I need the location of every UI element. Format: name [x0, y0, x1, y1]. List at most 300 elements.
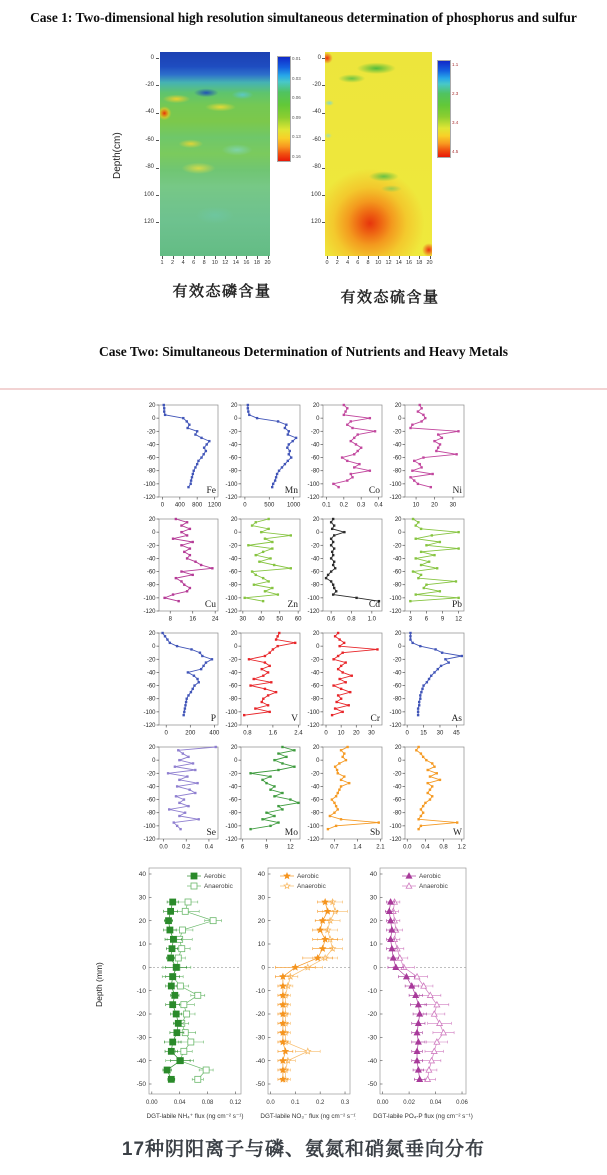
- svg-text:Cr: Cr: [370, 714, 380, 724]
- axis-tick-label: -20: [312, 81, 321, 88]
- svg-text:12: 12: [455, 616, 462, 623]
- svg-text:-20: -20: [228, 543, 238, 550]
- svg-text:-40: -40: [146, 784, 156, 791]
- svg-text:10: 10: [138, 941, 146, 949]
- svg-text:20: 20: [431, 502, 438, 509]
- svg-text:0: 0: [142, 964, 146, 972]
- svg-text:-60: -60: [310, 455, 320, 462]
- profile-panel-cd: [303, 514, 385, 628]
- svg-text:P: P: [210, 714, 216, 724]
- svg-text:60: 60: [294, 616, 302, 623]
- axis-tick-label: 3.4: [452, 120, 459, 125]
- svg-text:20: 20: [148, 403, 156, 409]
- svg-text:Aerobic: Aerobic: [419, 873, 441, 881]
- svg-text:-120: -120: [143, 609, 156, 615]
- svg-text:-30: -30: [136, 1034, 146, 1042]
- svg-text:-60: -60: [146, 569, 156, 576]
- svg-text:0: 0: [373, 964, 377, 972]
- svg-text:12: 12: [287, 844, 294, 851]
- axis-tick-label: -80: [145, 164, 154, 171]
- flux-plot-3: [352, 866, 474, 1137]
- svg-text:-100: -100: [143, 709, 156, 716]
- svg-text:DGT-labile NO₃⁻ flux (ng cm⁻²: DGT-labile NO₃⁻ flux (ng cm⁻² s⁻¹): [260, 1113, 356, 1120]
- axis-tick-label: 0.06: [292, 95, 301, 101]
- svg-text:0.04: 0.04: [173, 1100, 186, 1106]
- svg-text:9: 9: [264, 844, 269, 851]
- svg-text:20: 20: [312, 631, 320, 637]
- svg-text:-100: -100: [389, 709, 402, 716]
- svg-text:1200: 1200: [207, 502, 221, 509]
- svg-text:24: 24: [211, 616, 219, 623]
- svg-text:0: 0: [398, 416, 402, 423]
- svg-text:-60: -60: [310, 797, 320, 804]
- svg-text:-20: -20: [310, 543, 320, 550]
- svg-text:1.6: 1.6: [268, 730, 278, 737]
- svg-text:-80: -80: [146, 810, 156, 817]
- axis-tick-label: 14: [395, 260, 402, 266]
- svg-text:-20: -20: [228, 771, 238, 778]
- svg-text:30: 30: [368, 730, 375, 737]
- svg-text:0.0: 0.0: [266, 1100, 275, 1106]
- svg-text:40: 40: [138, 871, 146, 879]
- svg-text:0.1: 0.1: [322, 502, 331, 509]
- svg-text:0: 0: [398, 530, 402, 537]
- profile-panel-mn: [221, 400, 303, 514]
- svg-text:20: 20: [394, 517, 402, 523]
- svg-text:-20: -20: [228, 657, 238, 664]
- svg-text:3: 3: [408, 616, 413, 623]
- svg-text:Fe: Fe: [206, 486, 216, 496]
- svg-text:0.8: 0.8: [439, 844, 448, 851]
- svg-text:0: 0: [261, 964, 265, 972]
- svg-text:-10: -10: [255, 987, 265, 995]
- svg-text:-80: -80: [392, 696, 402, 703]
- axis-tick-label: 1.1: [452, 62, 459, 67]
- axis-tick-label: 0: [325, 260, 329, 266]
- svg-text:30: 30: [138, 894, 146, 902]
- svg-text:-100: -100: [143, 481, 156, 488]
- axis-tick-label: 100: [143, 191, 154, 198]
- svg-text:20: 20: [257, 917, 265, 925]
- svg-text:-120: -120: [143, 723, 156, 729]
- svg-text:1000: 1000: [286, 502, 301, 509]
- axis-tick-label: -40: [145, 109, 154, 116]
- svg-text:-40: -40: [310, 442, 320, 449]
- svg-text:Cu: Cu: [204, 600, 216, 610]
- svg-text:-80: -80: [228, 810, 238, 817]
- profile-panel-pb: [385, 514, 467, 628]
- svg-text:-60: -60: [228, 569, 238, 576]
- svg-text:0.00: 0.00: [145, 1100, 158, 1106]
- svg-text:0: 0: [243, 502, 247, 509]
- svg-text:-30: -30: [367, 1034, 377, 1042]
- svg-text:-120: -120: [307, 837, 320, 843]
- svg-text:Pb: Pb: [451, 600, 462, 610]
- svg-text:20: 20: [230, 745, 238, 751]
- svg-text:45: 45: [453, 730, 460, 737]
- svg-text:-120: -120: [307, 495, 320, 501]
- svg-text:0: 0: [234, 758, 238, 765]
- svg-text:-60: -60: [146, 683, 156, 690]
- case2-title: Case Two: Simultaneous Determination of Nutrients and Heavy Metals: [99, 344, 508, 359]
- svg-text:20: 20: [138, 917, 146, 925]
- svg-text:-120: -120: [389, 609, 402, 615]
- axis-tick-label: -80: [312, 164, 321, 171]
- flux-plot-1: [115, 866, 247, 1137]
- axis-tick-label: 2.3: [452, 91, 459, 96]
- profile-panel-p: [139, 628, 221, 742]
- svg-text:Anaerobic: Anaerobic: [297, 883, 326, 891]
- axis-tick-label: 10: [211, 260, 218, 266]
- svg-text:10: 10: [412, 502, 420, 509]
- svg-text:40: 40: [369, 871, 377, 879]
- svg-text:-50: -50: [136, 1081, 146, 1089]
- axis-tick-label: 6: [192, 260, 196, 266]
- svg-text:20: 20: [394, 745, 402, 751]
- svg-text:0.0: 0.0: [159, 844, 168, 851]
- svg-text:0: 0: [324, 730, 328, 737]
- axis-tick-label: -60: [312, 136, 321, 143]
- svg-text:0.2: 0.2: [316, 1100, 325, 1106]
- svg-text:-40: -40: [255, 1057, 265, 1065]
- axis-tick-label: 12: [222, 260, 229, 266]
- svg-text:-120: -120: [225, 837, 238, 843]
- svg-text:-20: -20: [392, 543, 402, 550]
- axis-tick-label: 10: [375, 260, 382, 266]
- svg-text:20: 20: [230, 517, 238, 523]
- svg-text:-40: -40: [228, 784, 238, 791]
- svg-text:-120: -120: [225, 723, 238, 729]
- svg-text:1.4: 1.4: [353, 844, 362, 851]
- profile-panel-ni: [385, 400, 467, 514]
- svg-text:Zn: Zn: [287, 600, 298, 610]
- svg-text:20: 20: [148, 517, 156, 523]
- axis-tick-label: 16: [243, 260, 250, 266]
- svg-text:0.0: 0.0: [403, 844, 412, 851]
- svg-text:6: 6: [240, 844, 245, 851]
- svg-text:-40: -40: [392, 442, 402, 449]
- svg-text:0.8: 0.8: [243, 730, 252, 737]
- axis-tick-label: 18: [253, 260, 260, 266]
- axis-tick-label: 0: [150, 54, 154, 61]
- svg-text:-80: -80: [392, 582, 402, 589]
- svg-text:20: 20: [394, 631, 402, 637]
- svg-text:As: As: [451, 714, 462, 724]
- svg-text:-120: -120: [143, 837, 156, 843]
- svg-text:-80: -80: [146, 468, 156, 475]
- svg-text:Aerobic: Aerobic: [297, 873, 319, 881]
- svg-text:0: 0: [160, 502, 165, 509]
- svg-text:-10: -10: [367, 987, 377, 995]
- svg-text:-40: -40: [146, 442, 156, 449]
- svg-text:-60: -60: [392, 569, 402, 576]
- svg-text:Anaerobic: Anaerobic: [204, 883, 233, 891]
- svg-text:1.0: 1.0: [367, 616, 376, 623]
- sulfur-heatmap: [325, 52, 432, 256]
- svg-text:Cd: Cd: [368, 600, 380, 610]
- svg-text:-20: -20: [146, 657, 156, 664]
- svg-text:-80: -80: [228, 582, 238, 589]
- svg-text:0: 0: [152, 530, 156, 537]
- svg-text:Anaerobic: Anaerobic: [419, 883, 448, 891]
- profile-panel-mo: [221, 742, 303, 856]
- svg-text:-100: -100: [389, 823, 402, 830]
- axis-tick-label: 6: [356, 260, 360, 266]
- svg-text:-120: -120: [307, 723, 320, 729]
- axis-tick-label: 120: [310, 218, 321, 225]
- svg-text:20: 20: [369, 917, 377, 925]
- svg-text:1.2: 1.2: [457, 844, 466, 851]
- svg-text:-20: -20: [228, 429, 238, 436]
- svg-text:-20: -20: [310, 429, 320, 436]
- bottom-caption: 17种阴阳离子与磷、氨氮和硝氮垂向分布: [121, 1139, 486, 1160]
- axis-tick-label: 1: [160, 260, 164, 266]
- svg-text:2.1: 2.1: [376, 844, 385, 851]
- axis-tick-label: 4.5: [452, 149, 459, 154]
- axis-tick-label: 20: [426, 260, 433, 266]
- phosphorus-caption: 有效态磷含量: [172, 283, 272, 300]
- axis-tick-label: 120: [143, 218, 154, 225]
- svg-text:-80: -80: [310, 810, 320, 817]
- svg-text:-100: -100: [307, 481, 320, 488]
- svg-text:-20: -20: [146, 771, 156, 778]
- svg-text:0: 0: [152, 416, 156, 423]
- svg-text:-80: -80: [228, 696, 238, 703]
- svg-text:0.4: 0.4: [204, 844, 214, 851]
- svg-text:-20: -20: [255, 1011, 265, 1019]
- svg-text:0.7: 0.7: [330, 844, 339, 851]
- svg-text:0: 0: [164, 730, 168, 737]
- svg-text:-100: -100: [389, 595, 402, 602]
- svg-text:40: 40: [257, 616, 265, 623]
- svg-text:-40: -40: [310, 784, 320, 791]
- svg-text:Co: Co: [368, 486, 380, 496]
- axis-tick-label: 12: [385, 260, 392, 266]
- svg-text:-100: -100: [143, 823, 156, 830]
- svg-text:10: 10: [337, 730, 345, 737]
- svg-text:-80: -80: [310, 582, 320, 589]
- svg-text:-100: -100: [225, 709, 238, 716]
- axis-tick-label: 16: [405, 260, 413, 266]
- svg-text:20: 20: [312, 745, 320, 751]
- axis-tick-label: 2: [171, 260, 175, 266]
- svg-text:8: 8: [168, 616, 172, 623]
- svg-text:0: 0: [234, 416, 238, 423]
- svg-text:-100: -100: [225, 823, 238, 830]
- svg-text:0.3: 0.3: [357, 502, 366, 509]
- svg-text:-100: -100: [225, 481, 238, 488]
- svg-text:0: 0: [398, 644, 402, 651]
- svg-text:-40: -40: [367, 1057, 377, 1065]
- svg-text:-40: -40: [136, 1057, 146, 1065]
- svg-text:10: 10: [369, 941, 377, 949]
- svg-text:0.3: 0.3: [340, 1100, 350, 1106]
- sulfur-caption: 有效态硫含量: [340, 289, 440, 306]
- svg-text:9: 9: [440, 616, 445, 623]
- axis-tick-label: 8: [366, 260, 370, 266]
- profile-panel-sb: [303, 742, 385, 856]
- axis-tick-label: 20: [264, 260, 271, 266]
- svg-text:Aerobic: Aerobic: [204, 873, 226, 881]
- svg-text:-120: -120: [143, 495, 156, 501]
- svg-text:0.6: 0.6: [326, 616, 336, 623]
- profile-panel-cu: [139, 514, 221, 628]
- svg-text:0.2: 0.2: [339, 502, 348, 509]
- svg-text:Mo: Mo: [284, 828, 298, 838]
- svg-text:800: 800: [192, 502, 203, 509]
- axis-tick-label: 18: [416, 260, 423, 266]
- svg-text:0: 0: [152, 758, 156, 765]
- svg-text:0: 0: [234, 530, 238, 537]
- svg-text:15: 15: [420, 730, 427, 737]
- svg-text:20: 20: [312, 403, 320, 409]
- svg-text:0.08: 0.08: [201, 1100, 214, 1106]
- svg-text:500: 500: [264, 502, 275, 509]
- svg-text:-120: -120: [389, 837, 402, 843]
- svg-text:-40: -40: [228, 442, 238, 449]
- svg-text:Mn: Mn: [284, 486, 298, 496]
- svg-text:-100: -100: [307, 595, 320, 602]
- axis-tick-label: 0.03: [292, 75, 301, 81]
- svg-text:-60: -60: [228, 455, 238, 462]
- svg-text:0.06: 0.06: [456, 1100, 468, 1106]
- svg-text:30: 30: [436, 730, 444, 737]
- profile-panel-v: [221, 628, 303, 742]
- svg-text:-20: -20: [367, 1011, 377, 1019]
- svg-text:-10: -10: [136, 987, 146, 995]
- axis-tick-label: 0.13: [292, 134, 301, 140]
- svg-text:-100: -100: [389, 481, 402, 488]
- axis-tick-label: 0.09: [292, 114, 301, 120]
- flux-depth-label: Depth (mm): [94, 962, 104, 1008]
- svg-text:400: 400: [209, 730, 220, 737]
- svg-text:16: 16: [189, 616, 197, 623]
- svg-text:-80: -80: [310, 696, 320, 703]
- svg-text:-100: -100: [307, 823, 320, 830]
- svg-text:-50: -50: [367, 1081, 377, 1089]
- svg-text:6: 6: [424, 616, 429, 623]
- svg-text:20: 20: [394, 403, 402, 409]
- svg-text:0.2: 0.2: [182, 844, 191, 851]
- svg-text:Ni: Ni: [452, 486, 462, 496]
- profile-panel-as: [385, 628, 467, 742]
- axis-tick-label: 0: [317, 54, 321, 61]
- svg-text:20: 20: [148, 745, 156, 751]
- axis-tick-label: 4: [181, 260, 185, 266]
- svg-text:-80: -80: [146, 696, 156, 703]
- svg-text:20: 20: [230, 403, 238, 409]
- svg-text:-120: -120: [307, 609, 320, 615]
- svg-text:0.8: 0.8: [347, 616, 356, 623]
- svg-text:-80: -80: [392, 810, 402, 817]
- svg-text:-40: -40: [228, 556, 238, 563]
- svg-text:50: 50: [276, 616, 284, 623]
- svg-text:-60: -60: [310, 569, 320, 576]
- svg-text:-20: -20: [136, 1011, 146, 1019]
- svg-text:200: 200: [185, 730, 196, 737]
- svg-text:-120: -120: [389, 495, 402, 501]
- svg-text:-40: -40: [310, 670, 320, 677]
- svg-text:-20: -20: [310, 771, 320, 778]
- svg-text:10: 10: [257, 941, 265, 949]
- axis-tick-label: 14: [232, 260, 239, 266]
- svg-text:DGT-labile PO₄-P flux (ng cm⁻²: DGT-labile PO₄-P flux (ng cm⁻² s⁻¹): [373, 1113, 473, 1120]
- axis-tick-label: 4: [345, 260, 350, 266]
- svg-text:-80: -80: [392, 468, 402, 475]
- svg-text:-60: -60: [146, 455, 156, 462]
- svg-text:DGT-labile NH₄⁺ flux (ng cm⁻²: DGT-labile NH₄⁺ flux (ng cm⁻² s⁻¹): [146, 1113, 244, 1120]
- svg-text:0: 0: [316, 416, 320, 423]
- profile-panel-zn: [221, 514, 303, 628]
- axis-tick-label: 2: [335, 260, 339, 266]
- svg-text:0: 0: [316, 758, 320, 765]
- svg-text:20: 20: [230, 631, 238, 637]
- profile-panel-w: [385, 742, 467, 856]
- svg-text:-120: -120: [225, 609, 238, 615]
- svg-text:-100: -100: [307, 709, 320, 716]
- svg-text:-120: -120: [389, 723, 402, 729]
- svg-text:-20: -20: [146, 429, 156, 436]
- svg-text:400: 400: [174, 502, 185, 509]
- svg-text:-60: -60: [310, 683, 320, 690]
- svg-text:-40: -40: [392, 556, 402, 563]
- phosphorus-heatmap: [160, 52, 270, 256]
- svg-text:V: V: [291, 714, 298, 724]
- svg-text:30: 30: [369, 894, 377, 902]
- svg-text:-60: -60: [392, 797, 402, 804]
- section-divider: [0, 388, 607, 390]
- svg-text:20: 20: [352, 730, 360, 737]
- svg-text:0.4: 0.4: [421, 844, 430, 851]
- axis-tick-label: -60: [145, 136, 154, 143]
- svg-text:-100: -100: [143, 595, 156, 602]
- svg-text:20: 20: [312, 517, 320, 523]
- svg-text:0.4: 0.4: [374, 502, 383, 509]
- svg-text:20: 20: [148, 631, 156, 637]
- flux-plot-2: [240, 866, 356, 1137]
- svg-text:W: W: [453, 828, 462, 838]
- svg-text:-50: -50: [255, 1081, 265, 1089]
- profile-panel-se: [139, 742, 221, 856]
- svg-text:-20: -20: [392, 429, 402, 436]
- case1-title: Case 1: Two-dimensional high resolution simultaneous determination of phosphorus and sulfur: [30, 10, 577, 25]
- profile-panel-fe: [139, 400, 221, 514]
- depth-axis-label: Depth(cm): [112, 132, 123, 180]
- svg-text:-20: -20: [146, 543, 156, 550]
- svg-text:-60: -60: [392, 455, 402, 462]
- svg-text:40: 40: [257, 871, 265, 879]
- sulfur-colorbar: [437, 60, 451, 158]
- svg-text:-20: -20: [392, 657, 402, 664]
- svg-text:-60: -60: [392, 683, 402, 690]
- axis-tick-label: 8: [202, 260, 206, 266]
- svg-text:-40: -40: [310, 556, 320, 563]
- svg-text:-120: -120: [225, 495, 238, 501]
- svg-text:0.12: 0.12: [229, 1100, 242, 1106]
- svg-text:-40: -40: [146, 670, 156, 677]
- svg-text:0.02: 0.02: [403, 1100, 415, 1106]
- metal-grid: [139, 400, 467, 856]
- svg-text:-80: -80: [310, 468, 320, 475]
- axis-tick-label: -20: [145, 81, 154, 88]
- svg-text:-20: -20: [392, 771, 402, 778]
- svg-text:-60: -60: [228, 683, 238, 690]
- profile-panel-cr: [303, 628, 385, 742]
- svg-text:30: 30: [239, 616, 247, 623]
- svg-text:-40: -40: [146, 556, 156, 563]
- svg-text:-100: -100: [225, 595, 238, 602]
- svg-text:0: 0: [398, 758, 402, 765]
